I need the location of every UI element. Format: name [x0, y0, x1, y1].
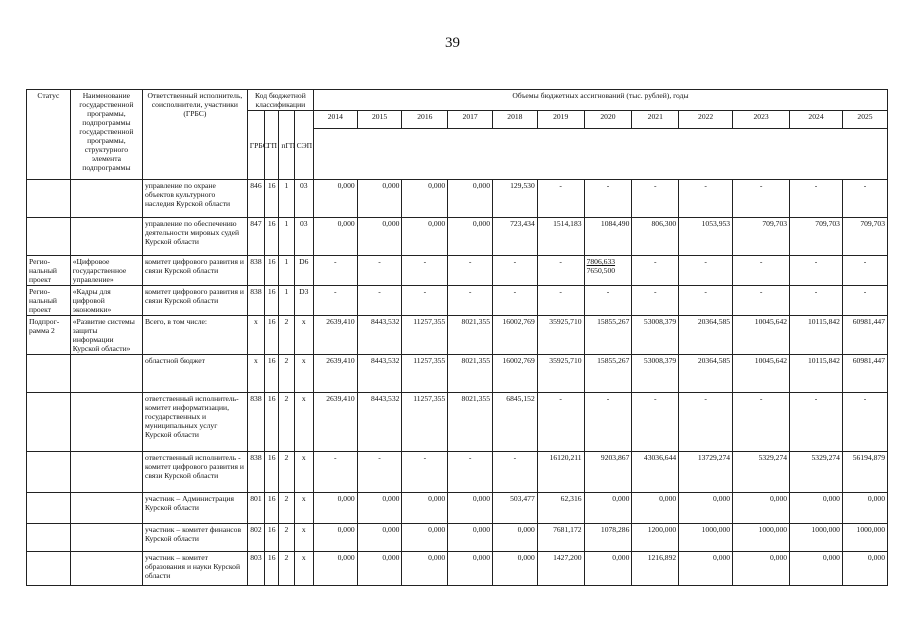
code-cell: 16 — [265, 218, 279, 256]
value-cell: 35925,710 — [537, 355, 584, 393]
table-row — [27, 355, 888, 393]
code-cell: 16 — [265, 452, 279, 493]
value-cell: 0,000 — [448, 218, 493, 256]
header-executor: Ответственный исполнитель, соисполнители, участники (ГРБС) — [142, 90, 247, 180]
value-cell: - — [842, 180, 887, 218]
code-cell: 16 — [265, 493, 279, 524]
name-cell: «Развитие системы защиты информации Курской области» — [70, 316, 142, 355]
code-cell: D3 — [294, 286, 313, 316]
value-cell: 0,000 — [448, 493, 493, 524]
code-cell: D6 — [294, 256, 313, 286]
value-cell: 11257,355 — [402, 355, 448, 393]
value-cell: - — [493, 256, 538, 286]
code-cell: 16 — [265, 355, 279, 393]
value-cell: - — [402, 286, 448, 316]
value-cell: - — [679, 180, 733, 218]
value-cell: 0,000 — [584, 493, 632, 524]
code-cell: х — [294, 393, 313, 452]
value-cell: 0,000 — [313, 493, 357, 524]
code-cell: 2 — [279, 316, 294, 355]
value-cell: - — [679, 256, 733, 286]
status-cell — [27, 524, 71, 552]
code-cell: 802 — [247, 524, 264, 552]
value-cell: - — [733, 256, 790, 286]
name-cell: «Цифровое государственное управление» — [70, 256, 142, 286]
header-year: 2022 — [679, 111, 733, 129]
value-cell: - — [537, 256, 584, 286]
value-cell: 1078,286 — [584, 524, 632, 552]
value-cell: 0,000 — [402, 524, 448, 552]
value-cell: - — [448, 452, 493, 493]
value-cell: - — [493, 286, 538, 316]
name-cell — [70, 552, 142, 586]
value-cell: 0,000 — [402, 552, 448, 586]
value-cell: 0,000 — [733, 552, 790, 586]
name-cell: «Кадры для цифровой экономики» — [70, 286, 142, 316]
value-cell: 129,530 — [493, 180, 538, 218]
header-code-col: пГП — [279, 111, 294, 180]
value-cell: 0,000 — [313, 218, 357, 256]
value-cell: 2639,410 — [313, 393, 357, 452]
value-cell: 60981,447 — [842, 355, 887, 393]
name-cell — [70, 218, 142, 256]
status-cell: Регио-нальный проект — [27, 286, 71, 316]
code-cell: 1 — [279, 256, 294, 286]
value-cell: 5329,274 — [733, 452, 790, 493]
value-cell: 0,000 — [357, 524, 402, 552]
value-cell: 0,000 — [357, 218, 402, 256]
code-cell: х — [294, 524, 313, 552]
value-cell: 10045,642 — [733, 316, 790, 355]
value-cell: 709,703 — [790, 218, 843, 256]
executor-cell: комитет цифрового развития и связи Курской области — [142, 256, 247, 286]
value-cell: 16120,211 — [537, 452, 584, 493]
value-cell: 806,300 — [632, 218, 679, 256]
code-cell: 838 — [247, 286, 264, 316]
code-cell: 16 — [265, 524, 279, 552]
value-cell: 10045,642 — [733, 355, 790, 393]
table-row — [27, 218, 888, 256]
table-row — [27, 452, 888, 493]
status-cell — [27, 493, 71, 524]
value-cell: 0,000 — [357, 493, 402, 524]
value-cell: 15855,267 — [584, 316, 632, 355]
value-cell: - — [402, 256, 448, 286]
name-cell — [70, 355, 142, 393]
code-cell: 838 — [247, 452, 264, 493]
executor-cell: участник – Администрация Курской области — [142, 493, 247, 524]
status-cell — [27, 180, 71, 218]
code-cell: 16 — [265, 552, 279, 586]
name-cell — [70, 452, 142, 493]
value-cell: - — [402, 452, 448, 493]
code-cell: 03 — [294, 180, 313, 218]
value-cell: 16002,769 — [493, 355, 538, 393]
header-year: 2019 — [537, 111, 584, 129]
value-cell: 0,000 — [632, 493, 679, 524]
value-cell: - — [790, 180, 843, 218]
value-cell: 709,703 — [733, 218, 790, 256]
value-cell: 0,000 — [790, 552, 843, 586]
code-cell: 16 — [265, 256, 279, 286]
value-cell: 0,000 — [790, 493, 843, 524]
table-row — [27, 256, 888, 286]
table-row — [27, 180, 888, 218]
header-year: 2014 — [313, 111, 357, 129]
table-row — [27, 393, 888, 452]
value-cell: 0,000 — [584, 552, 632, 586]
value-cell: - — [790, 286, 843, 316]
code-cell: 03 — [294, 218, 313, 256]
value-cell: 8443,532 — [357, 393, 402, 452]
code-cell: 838 — [247, 256, 264, 286]
value-cell: 0,000 — [842, 493, 887, 524]
value-cell: - — [448, 286, 493, 316]
value-cell: 0,000 — [733, 493, 790, 524]
name-cell — [70, 493, 142, 524]
value-cell: 0,000 — [679, 493, 733, 524]
code-cell: 1 — [279, 180, 294, 218]
value-cell: 8443,532 — [357, 316, 402, 355]
value-cell: 0,000 — [493, 552, 538, 586]
value-cell: 8021,355 — [448, 393, 493, 452]
header-code-col: ГП — [265, 111, 279, 180]
value-cell: 43036,644 — [632, 452, 679, 493]
code-cell: 2 — [279, 524, 294, 552]
header-name: Наименование государственной программы, подпрограммы государственной программы, структурного элемента подпрограммы — [70, 90, 142, 180]
executor-cell: управление по обеспечению деятельности мировых судей Курской области — [142, 218, 247, 256]
value-cell: - — [313, 452, 357, 493]
code-cell: 16 — [265, 316, 279, 355]
name-cell — [70, 180, 142, 218]
value-cell: 11257,355 — [402, 393, 448, 452]
value-cell: - — [842, 286, 887, 316]
value-cell: - — [493, 452, 538, 493]
value-cell: - — [790, 256, 843, 286]
value-cell: 0,000 — [493, 524, 538, 552]
table-row — [27, 524, 888, 552]
value-cell: 5329,274 — [790, 452, 843, 493]
value-cell: - — [632, 256, 679, 286]
value-cell: - — [733, 180, 790, 218]
value-cell: - — [584, 393, 632, 452]
value-cell: 0,000 — [679, 552, 733, 586]
value-cell: 0,000 — [448, 180, 493, 218]
code-cell: 16 — [265, 180, 279, 218]
value-cell: - — [313, 256, 357, 286]
header-year: 2017 — [448, 111, 493, 129]
header-code-col: ГРБС — [247, 111, 264, 180]
table-row — [27, 493, 888, 524]
header-code-group: Код бюджетной классификации — [247, 90, 313, 111]
code-cell: 2 — [279, 355, 294, 393]
value-cell: - — [313, 286, 357, 316]
code-cell: х — [294, 316, 313, 355]
executor-cell: комитет цифрового развития и связи Курской области — [142, 286, 247, 316]
value-cell: - — [679, 393, 733, 452]
executor-cell: участник – комитет образования и науки Курской области — [142, 552, 247, 586]
value-cell: 1427,200 — [537, 552, 584, 586]
header-year: 2025 — [842, 111, 887, 129]
value-cell: 11257,355 — [402, 316, 448, 355]
value-cell: 0,000 — [357, 552, 402, 586]
value-cell: 1000,000 — [842, 524, 887, 552]
value-cell: 1200,000 — [632, 524, 679, 552]
value-cell: 60981,447 — [842, 316, 887, 355]
value-cell: 709,703 — [842, 218, 887, 256]
header-year: 2015 — [357, 111, 402, 129]
status-cell — [27, 552, 71, 586]
value-cell: - — [357, 286, 402, 316]
header-year: 2016 — [402, 111, 448, 129]
value-cell: - — [537, 180, 584, 218]
value-line: 7650,500 — [586, 266, 616, 275]
code-cell: 846 — [247, 180, 264, 218]
budget-table — [26, 89, 888, 586]
code-cell: х — [294, 355, 313, 393]
value-cell: 13729,274 — [679, 452, 733, 493]
executor-cell: участник – комитет финансов Курской области — [142, 524, 247, 552]
budget-body — [27, 180, 888, 586]
value-cell: 10115,842 — [790, 355, 843, 393]
value-cell: 20364,585 — [679, 316, 733, 355]
value-cell: 0,000 — [313, 180, 357, 218]
name-cell — [70, 524, 142, 552]
value-cell: - — [632, 180, 679, 218]
executor-cell: Всего, в том числе: — [142, 316, 247, 355]
code-cell: 803 — [247, 552, 264, 586]
value-cell: 1514,183 — [537, 218, 584, 256]
value-cell: 0,000 — [313, 552, 357, 586]
table-row — [27, 552, 888, 586]
value-cell: 8021,355 — [448, 316, 493, 355]
code-cell: 2 — [279, 452, 294, 493]
header-year: 2024 — [790, 111, 843, 129]
value-cell: - — [537, 393, 584, 452]
header-year: 2021 — [632, 111, 679, 129]
value-cell: 6845,152 — [493, 393, 538, 452]
value-cell: 0,000 — [313, 524, 357, 552]
value-cell: 0,000 — [448, 552, 493, 586]
value-cell: 0,000 — [842, 552, 887, 586]
code-cell: 847 — [247, 218, 264, 256]
value-cell: - — [842, 256, 887, 286]
table-row — [27, 286, 888, 316]
executor-cell: ответственный исполнитель - комитет цифрового развития и связи Курской области — [142, 452, 247, 493]
value-cell-2020 — [584, 256, 632, 286]
header-status: Статус — [27, 90, 71, 180]
code-cell: 16 — [265, 286, 279, 316]
name-cell — [70, 393, 142, 452]
code-cell: 2 — [279, 493, 294, 524]
value-cell: 0,000 — [402, 180, 448, 218]
value-cell: 10115,842 — [790, 316, 843, 355]
header-code-col: СЭП — [294, 111, 313, 180]
value-cell: - — [679, 286, 733, 316]
value-cell: - — [733, 286, 790, 316]
value-cell: - — [584, 286, 632, 316]
value-cell: 53008,379 — [632, 355, 679, 393]
value-cell: - — [448, 256, 493, 286]
header-year: 2020 — [584, 111, 632, 129]
value-cell: 0,000 — [357, 180, 402, 218]
status-cell — [27, 393, 71, 452]
status-cell: Подпрог-рамма 2 — [27, 316, 71, 355]
value-cell: 16002,769 — [493, 316, 538, 355]
value-cell: 20364,585 — [679, 355, 733, 393]
status-cell — [27, 355, 71, 393]
value-cell: - — [842, 393, 887, 452]
value-cell: 1053,953 — [679, 218, 733, 256]
header-volumes-group: Объемы бюджетных ассигнований (тыс. рублей), годы — [313, 90, 887, 111]
value-cell: - — [733, 393, 790, 452]
code-cell: 1 — [279, 218, 294, 256]
value-cell: 503,477 — [493, 493, 538, 524]
page-number: 39 — [445, 35, 460, 51]
code-cell: 801 — [247, 493, 264, 524]
value-cell: 35925,710 — [537, 316, 584, 355]
value-cell: - — [584, 180, 632, 218]
value-cell: 62,316 — [537, 493, 584, 524]
value-cell: 2639,410 — [313, 316, 357, 355]
value-cell: - — [632, 286, 679, 316]
code-cell: 1 — [279, 286, 294, 316]
value-cell: 1216,892 — [632, 552, 679, 586]
value-cell: 53008,379 — [632, 316, 679, 355]
value-cell: 1000,000 — [733, 524, 790, 552]
header-year: 2023 — [733, 111, 790, 129]
status-cell — [27, 452, 71, 493]
code-cell: 838 — [247, 393, 264, 452]
value-cell: 1084,490 — [584, 218, 632, 256]
value-cell: 0,000 — [448, 524, 493, 552]
code-cell: х — [247, 355, 264, 393]
value-cell: 1000,000 — [790, 524, 843, 552]
value-cell: 0,000 — [402, 218, 448, 256]
value-cell: 2639,410 — [313, 355, 357, 393]
value-cell: - — [790, 393, 843, 452]
value-cell: 9203,867 — [584, 452, 632, 493]
value-cell: 56194,879 — [842, 452, 887, 493]
value-cell: 0,000 — [402, 493, 448, 524]
executor-cell: ответственный исполнитель-комитет информатизации, государственных и муниципальных услуг Курской области — [142, 393, 247, 452]
executor-cell: управление по охране объектов культурного наследия Курской области — [142, 180, 247, 218]
header-year-spacer — [313, 129, 887, 180]
value-cell: - — [357, 256, 402, 286]
code-cell: 2 — [279, 393, 294, 452]
value-cell: 723,434 — [493, 218, 538, 256]
value-cell: - — [537, 286, 584, 316]
status-cell: Регио-нальный проект — [27, 256, 71, 286]
status-cell — [27, 218, 71, 256]
code-cell: х — [294, 552, 313, 586]
code-cell: х — [294, 493, 313, 524]
header-year: 2018 — [493, 111, 538, 129]
value-cell: 8443,532 — [357, 355, 402, 393]
code-cell: х — [294, 452, 313, 493]
value-cell: - — [357, 452, 402, 493]
code-cell: х — [247, 316, 264, 355]
table-row — [27, 316, 888, 355]
code-cell: 16 — [265, 393, 279, 452]
value-cell: 15855,267 — [584, 355, 632, 393]
code-cell: 2 — [279, 552, 294, 586]
value-line: 7806,633 — [586, 257, 616, 266]
executor-cell: областной бюджет — [142, 355, 247, 393]
value-cell: 7681,172 — [537, 524, 584, 552]
value-cell: - — [632, 393, 679, 452]
value-cell: 1000,000 — [679, 524, 733, 552]
value-cell: 8021,355 — [448, 355, 493, 393]
